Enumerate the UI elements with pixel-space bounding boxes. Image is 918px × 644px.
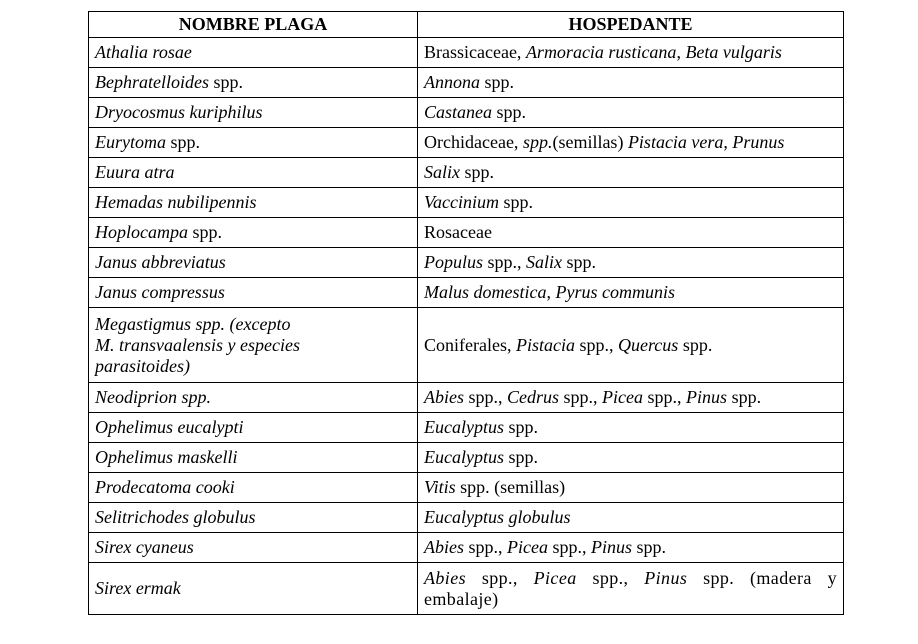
host-taxon: Pinus [644, 567, 688, 588]
table-row [89, 473, 844, 503]
pest-name-cell [89, 128, 418, 158]
pest-name: Sirex ermak [95, 578, 181, 598]
host-taxon: Populus [424, 252, 484, 272]
host-cell [418, 278, 844, 308]
pest-name-line: M. transvaalensis y especies [95, 334, 300, 355]
host-text: Brassicaceae, [424, 42, 526, 62]
host-text: spp. [503, 447, 538, 467]
pest-name-cell [89, 248, 418, 278]
host-text: spp., [483, 252, 527, 272]
host-text: spp. (semillas) [455, 477, 566, 497]
host-taxon: Salix [424, 162, 460, 182]
host-text: Orchidaceae, [424, 132, 523, 152]
pest-name-suffix: spp. [188, 222, 223, 242]
host-text: spp., [574, 334, 618, 355]
host-taxon: Picea [602, 387, 644, 407]
host-cell [418, 188, 844, 218]
pest-name-cell [89, 158, 418, 188]
table-row [89, 188, 844, 218]
host-taxon: Vitis [424, 477, 456, 497]
host-cell [418, 38, 844, 68]
pest-name-suffix: spp. [166, 132, 201, 152]
table-row [89, 248, 844, 278]
host-text: spp., [643, 387, 687, 407]
pest-name: Dryocosmus kuriphilus [95, 102, 263, 122]
host-cell [418, 443, 844, 473]
host-taxon: Eucalyptus globulus [424, 507, 571, 527]
table-row [89, 443, 844, 473]
pest-name-cell [89, 413, 418, 443]
host-text: spp., [466, 567, 534, 588]
pest-name-cell [89, 98, 418, 128]
host-cell [418, 503, 844, 533]
pest-name-line: parasitoides) [95, 355, 191, 376]
host-taxon: Eucalyptus [424, 447, 504, 467]
table-row [89, 158, 844, 188]
pest-name: Hemadas nubilipennis [95, 192, 257, 212]
host-text: spp., [576, 567, 645, 588]
host-text: spp., [548, 537, 592, 557]
table-row [89, 98, 844, 128]
pest-name: Sirex cyaneus [95, 537, 194, 557]
host-text: Coniferales, [424, 334, 516, 355]
pest-name: Selitrichodes globulus [95, 507, 256, 527]
host-taxon: Picea [507, 537, 548, 557]
host-text: spp. [727, 387, 762, 407]
table-row [89, 533, 844, 563]
pest-name-cell [89, 563, 418, 615]
host-taxon: Eucalyptus [424, 417, 504, 437]
table-row [89, 218, 844, 248]
table-body [89, 38, 844, 615]
pest-name-cell [89, 533, 418, 563]
host-text: , [723, 132, 733, 152]
host-cell [418, 128, 844, 158]
pest-name-cell [89, 38, 418, 68]
header-host: HOSPEDANTE [418, 12, 844, 38]
pest-name-suffix: spp. [208, 72, 243, 92]
host-text: spp. [678, 334, 713, 355]
host-cell [418, 473, 844, 503]
host-taxon: Annona [424, 72, 480, 92]
host-taxon: Pinus [591, 537, 633, 557]
header-pest-name: NOMBRE PLAGA [89, 12, 418, 38]
host-taxon: Pyrus communis [555, 282, 675, 302]
host-text: Rosaceae [424, 222, 492, 242]
pest-name-cell [89, 278, 418, 308]
host-text: , [546, 282, 556, 302]
pest-name-cell [89, 443, 418, 473]
table-row [89, 503, 844, 533]
table-header-row [89, 12, 844, 38]
pest-name: Janus compressus [95, 282, 225, 302]
table-row [89, 68, 844, 98]
pest-name-cell [89, 503, 418, 533]
host-taxon: Castanea [424, 102, 493, 122]
host-cell [418, 413, 844, 443]
table-row [89, 383, 844, 413]
host-taxon: Vaccinium [424, 192, 499, 212]
host-cell [418, 383, 844, 413]
host-text: spp. [480, 72, 515, 92]
host-text: spp., [559, 387, 603, 407]
host-text: (semillas) [552, 132, 628, 152]
host-text: spp. [492, 102, 527, 122]
pest-name: Euura atra [95, 162, 175, 182]
pest-name-cell [89, 188, 418, 218]
host-text: spp. (madera y embalaje) [424, 567, 837, 609]
host-text: spp. [632, 537, 667, 557]
host-text: , [676, 42, 686, 62]
pest-name: Neodiprion spp. [95, 387, 212, 407]
host-taxon: Beta vulgaris [685, 42, 782, 62]
pest-name: Eurytoma [95, 132, 166, 152]
host-cell [418, 533, 844, 563]
host-taxon: Quercus [617, 334, 679, 355]
table-row [89, 128, 844, 158]
pest-name: Ophelimus eucalypti [95, 417, 244, 437]
pest-name: Prodecatoma cooki [95, 477, 235, 497]
host-taxon: Cedrus [507, 387, 560, 407]
pest-name-line: Megastigmus spp. (excepto [95, 313, 291, 334]
host-taxon: Abies [424, 387, 464, 407]
table-row [89, 563, 844, 615]
host-taxon: spp. [522, 132, 553, 152]
host-taxon: Armoracia rusticana [525, 42, 677, 62]
host-taxon: Abies [424, 567, 466, 588]
host-taxon: Prunus [732, 132, 785, 152]
pest-host-table [88, 11, 844, 615]
host-cell [418, 68, 844, 98]
host-text: spp., [464, 387, 508, 407]
table-row [89, 308, 844, 383]
host-taxon: Pistacia vera [627, 132, 724, 152]
host-cell [418, 248, 844, 278]
host-text: spp., [464, 537, 508, 557]
pest-name-cell [89, 218, 418, 248]
host-text: spp. [498, 192, 533, 212]
table-row [89, 413, 844, 443]
pest-name-cell [89, 473, 418, 503]
table-row [89, 38, 844, 68]
host-cell [418, 158, 844, 188]
pest-name-cell [89, 383, 418, 413]
table-row [89, 278, 844, 308]
pest-name: Janus abbreviatus [95, 252, 226, 272]
host-text: spp. [562, 252, 597, 272]
host-cell [418, 218, 844, 248]
pest-name: Athalia rosae [95, 42, 192, 62]
pest-name: Ophelimus maskelli [95, 447, 238, 467]
host-cell [418, 563, 844, 615]
pest-name-cell [89, 308, 418, 383]
host-text: spp. [503, 417, 538, 437]
host-taxon: Malus domestica [424, 282, 547, 302]
host-taxon: Picea [533, 567, 577, 588]
host-taxon: Salix [526, 252, 563, 272]
host-taxon: Pistacia [515, 334, 575, 355]
pest-name-cell [89, 68, 418, 98]
host-taxon: Abies [424, 537, 464, 557]
host-cell [418, 98, 844, 128]
host-cell [418, 308, 844, 383]
host-taxon: Pinus [686, 387, 728, 407]
host-text: spp. [460, 162, 495, 182]
pest-name: Bephratelloides [95, 72, 209, 92]
pest-name: Hoplocampa [95, 222, 188, 242]
